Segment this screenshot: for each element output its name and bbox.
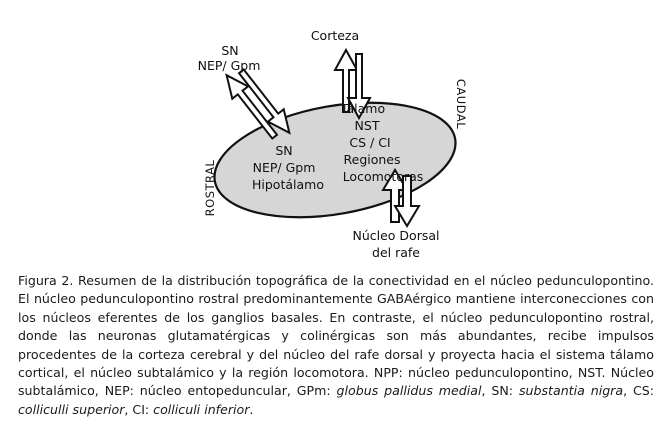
- label-nep-gpm-top: NEP/ Gpm: [197, 58, 261, 73]
- label-corteza: Corteza: [310, 28, 360, 43]
- pedunculopontine-ellipse: [205, 86, 464, 235]
- ellipse-label-regiones: Regiones: [343, 152, 401, 167]
- label-rafe-line2: del rafe: [372, 245, 420, 260]
- figure-caption: [18, 272, 654, 419]
- caption-sn-term: substantia nigra: [518, 383, 624, 399]
- caption-gpm-term: globus pallidus medial: [336, 383, 482, 399]
- caption-text-4: , CI:: [124, 401, 154, 417]
- caption-text-5: .: [249, 401, 254, 417]
- ellipse-label-nst: NST: [354, 118, 380, 133]
- ellipse-label-cs-ci: CS / CI: [349, 135, 391, 150]
- label-rafe-line1: Núcleo Dorsal: [352, 228, 440, 243]
- label-rostral: ROSTRAL: [203, 159, 217, 217]
- label-caudal: CAUDAL: [454, 78, 468, 130]
- caption-cs-term: colliculli superior: [18, 401, 125, 417]
- caption-text-1: Figura 2. Resumen de la distribución topográfica de la conectividad en el núcleo pedunculopontino. El núcleo pedunculopontino rostral predominantemente GABAérgico mantiene interconecciones con los núcleos eferentes de los ganglios basales. En contraste, el núcleo pedunculopontino rostral, donde las neuronas glutamatérgicas y colinérgicas son más abundantes, recibe impulsos procedentes de la corteza cerebral y del núcleo del rafe dorsal y proyecta hacia el sistema tálamo cortical, el núcleo subtalámico y la región locomotora. NPP: núcleo pedunculopontino, NST. Núcleo subtalámico, NEP: núcleo entopeduncular, GPm:: [18, 273, 654, 399]
- ellipse-label-nep-gpm: NEP/ Gpm: [252, 160, 316, 175]
- caption-ci-term: colliculi inferior: [153, 401, 250, 417]
- ellipse-label-talamo: Tálamo: [340, 101, 386, 116]
- label-sn-top: SN: [221, 43, 239, 58]
- caption-text-3: , CS:: [623, 383, 655, 399]
- ellipse-label-locomotoras: Locomotoras: [342, 169, 424, 184]
- caption-text-2: , SN:: [481, 383, 519, 399]
- ellipse-label-hipotalamo: Hipotálamo: [252, 177, 324, 192]
- ellipse-label-sn: SN: [275, 143, 293, 158]
